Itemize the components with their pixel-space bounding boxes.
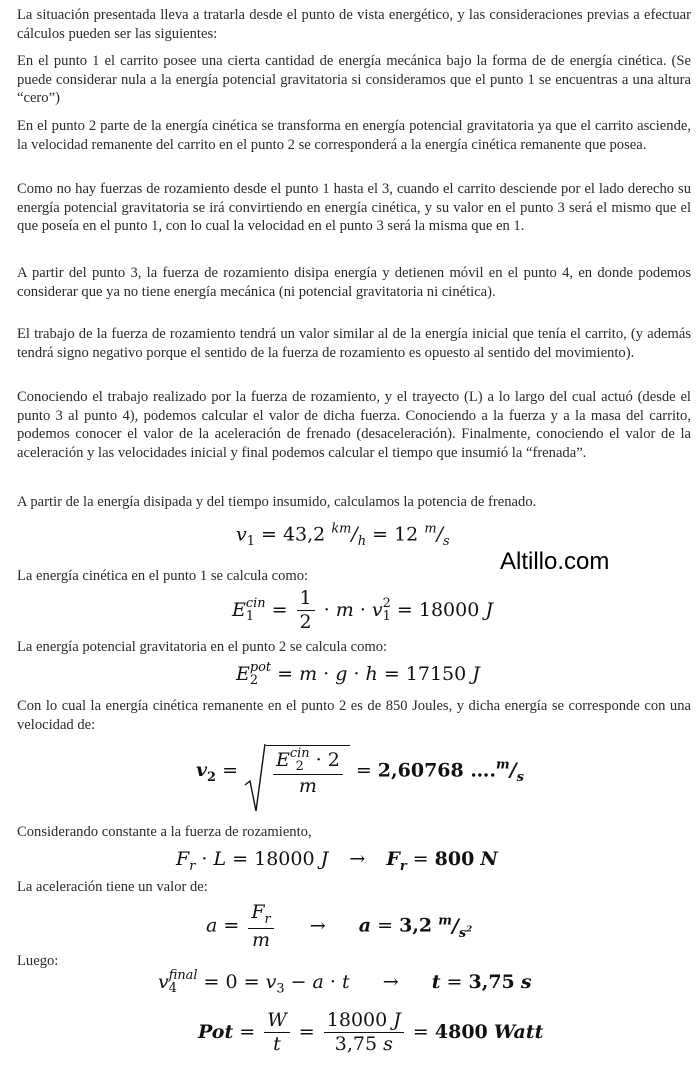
paragraph-punto-1: En el punto 1 el carrito posee una cierta cantidad de energía mecánica bajo la forma de de energía cinética. (Se puede considerar nula a la energía potencial gravitatoria si consideramos que el punto 1 se encuentras a una altura “cero”) — [17, 53, 691, 107]
paragraph-intro: La situación presentada lleva a tratarla desde el punto de vista energético, y las consideraciones previas a efectuar cálculos pueden ser las siguientes: — [17, 7, 691, 42]
ec1-value: 18000 — [418, 598, 480, 621]
paragraph-trabajo: El trabajo de la fuerza de rozamiento tendrá un valor similar al de la energía inicial que tenía el carrito, (y además tendrá signo negativo porque el sentido de la fuerza de rozamiento es opuesto al sentido del movimiento). — [17, 326, 691, 361]
friction-value: 800 — [434, 848, 475, 870]
arrow-icon: → — [349, 848, 366, 870]
acceleration-value: 3,2 — [399, 914, 433, 937]
v2-value: 2,60768 …. — [377, 759, 496, 782]
label-ep2: La energía potencial gravitatoria en el punto 2 se calcula como: — [17, 639, 388, 655]
time-value: 3,75 — [468, 970, 515, 993]
label-rozamiento: Considerando constante a la fuerza de rozamiento, — [17, 824, 312, 840]
arrow-icon: → — [382, 970, 399, 993]
paragraph-punto-2: En el punto 2 parte de la energía cinética se transforma en energía potencial gravitatoria ya que el carrito asciende, la velocidad remanente del carrito en el punto 2 se corresponderá a la energía cinética remanente que posea. — [17, 118, 691, 153]
equation-v1: $v_1 = 43,2$ $^{km}/_h = 12$ $^m/_s$ — [236, 522, 450, 550]
arrow-icon: → — [309, 914, 326, 937]
v1-ms-value: 12 — [394, 523, 419, 546]
paragraph-conociendo: Conociendo el trabajo realizado por la fuerza de rozamiento, y el trayecto (L) a lo largo del cual actuó (desde el punto 3 al punto 4), podemos calcular el valor de dicha fuerza. Conociendo a la fuerza y a la masa del carrito, podemos conocer el valor de la aceleración de frenado (desaceleración). Finalmente, conociendo el valor de la aceleración y las velocidades inicial y final podemos calcular el tiempo que insumió la “frenada”. — [17, 389, 691, 461]
label-remanente: Con lo cual la energía cinética remanente en el punto 2 es de 850 Joules, y dicha energía se corresponde con una velocidad de: — [17, 698, 691, 733]
v1-kmh-value: 43,2 — [282, 523, 326, 546]
power-numerator: 18000 — [326, 1009, 388, 1031]
equation-v2: $v_2$ = Ecin 2 · 2 m = 2,60768 $\dots.^m/_s$ — [196, 745, 524, 798]
equation-power: Pot = $\frac{W}{t}$ = $\frac{18000 J}{3,75 s}$ = 4800 Watt — [198, 1009, 544, 1055]
sqrt-icon — [244, 743, 266, 813]
label-ec1: La energía cinética en el punto 1 se calcula como: — [17, 568, 309, 584]
equation-time: vfinal $4 = 0 = v_3 - a \cdot t \to t = 3,75$ s — [158, 968, 532, 997]
paragraph-punto-3: Como no hay fuerzas de rozamiento desde el punto 1 hasta el 3, cuando el carrito desciende por el lado derecho su energía potencial gravitatoria se irá convirtiendo en energía cinética, y su valor en el punto 3 será el mismo que el que poseía en el punto 1, con lo cual la velocidad en el punto 3 será la misma que en 1. — [17, 181, 691, 235]
ep2-value: 17150 — [405, 662, 467, 685]
equation-acceleration: a = $\frac{F_r}{m}$ → a = 3,2 $^m/_{s^2}$ — [206, 901, 473, 951]
paragraph-potencia: A partir de la energía disipada y del tiempo insumido, calculamos la potencia de frenado. — [17, 494, 537, 510]
power-denominator: 3,75 — [334, 1032, 378, 1055]
watermark-logo: Altillo.com — [500, 548, 610, 575]
equation-friction: $F_r \cdot L = 18000$ $J \to F_r = 800$ N — [176, 848, 498, 874]
equation-ep2: Epot 2 = m · g · h = 17150 J — [236, 660, 480, 688]
paragraph-punto-4: A partir del punto 3, la fuerza de rozamiento disipa energía y detienen móvil en el punto 4, en donde podemos considerar que ya no tiene energía mecánica (ni potencial gravitatoria ni cinética). — [17, 265, 691, 300]
label-aceleracion: La aceleración tiene un valor de: — [17, 879, 208, 895]
power-value: 4800 — [434, 1020, 488, 1043]
equation-ec1: Ecin 1 = $\frac{1}{2}$ · m · v2 1 = 18000 J — [232, 587, 493, 633]
label-luego: Luego: — [17, 953, 59, 969]
work-value: 18000 — [254, 848, 315, 870]
